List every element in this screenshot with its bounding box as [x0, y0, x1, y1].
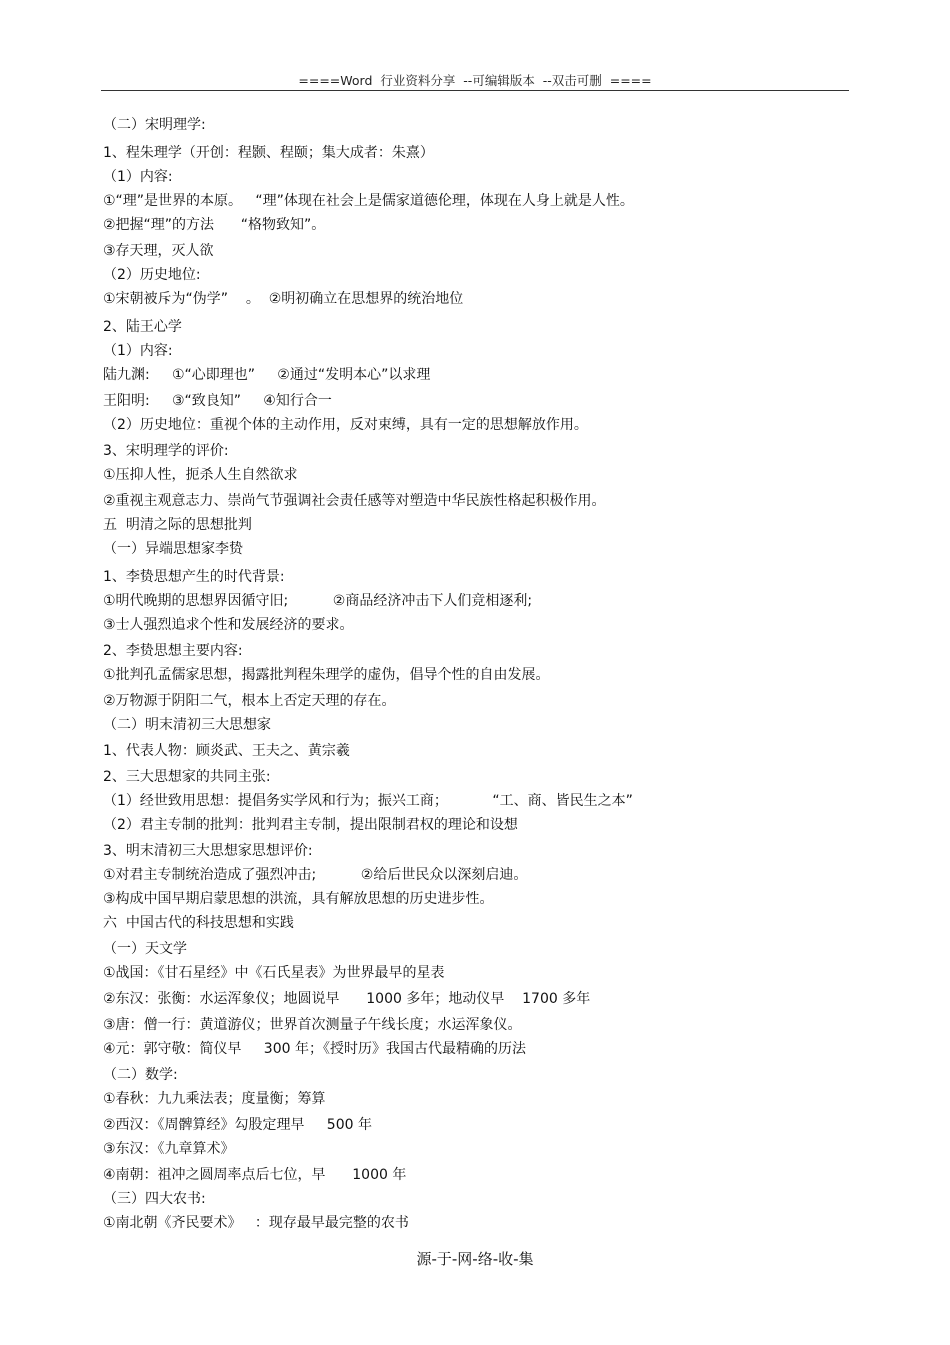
- text-line: 陆九渊: ①“心即理也” ②通过“发明本心”以求理: [103, 367, 431, 383]
- text-line: ①批判孔孟儒家思想，揭露批判程朱理学的虚伪，倡导个性的自由发展。: [103, 667, 550, 683]
- text-line: ①明代晚期的思想界因循守旧; ②商品经济冲击下人们竞相逐利;: [103, 593, 533, 609]
- text-line: （2）历史地位:: [103, 267, 201, 283]
- text-line: ③唐：僧一行：黄道游仪；世界首次测量子午线长度；水运浑象仪。: [103, 1017, 522, 1033]
- text-line: （二）明末清初三大思想家: [103, 717, 271, 733]
- text-line: ①压抑人性，扼杀人生自然欲求: [103, 467, 298, 483]
- text-line: （1）内容:: [103, 343, 173, 359]
- text-line: ①宋朝被斥为“伪学” 。 ②明初确立在思想界的统治地位: [103, 291, 464, 307]
- text-line: 五 明清之际的思想批判: [103, 517, 252, 533]
- header-rule: [101, 90, 849, 91]
- text-line: ①对君主专制统治造成了强烈冲击; ②给后世民众以深刻启迪。: [103, 867, 528, 883]
- text-line: 2、三大思想家的共同主张:: [103, 769, 271, 785]
- text-line: ②重视主观意志力、崇尚气节强调社会责任感等对塑造中华民族性格起积极作用。: [103, 493, 606, 509]
- text-line: 王阳明: ③“致良知” ④知行合一: [103, 393, 332, 409]
- text-line: （1）经世致用思想：提倡务实学风和行为；振兴工商； “工、商、皆民生之本”: [103, 793, 633, 809]
- text-line: ②西汉：《周髀算经》勾股定理早 500 年: [103, 1117, 372, 1133]
- text-line: ②万物源于阴阳二气，根本上否定天理的存在。: [103, 693, 396, 709]
- text-line: 1、李贽思想产生的时代背景:: [103, 569, 285, 585]
- text-line: ①“理”是世界的本原。 “理”体现在社会上是儒家道德伦理，体现在人身上就是人性。: [103, 193, 634, 209]
- text-line: （一）异端思想家李贽: [103, 541, 243, 557]
- text-line: ①春秋：九九乘法表；度量衡；筹算: [103, 1091, 326, 1107]
- text-line: 3、宋明理学的评价:: [103, 443, 229, 459]
- text-line: ③构成中国早期启蒙思想的洪流，具有解放思想的历史进步性。: [103, 891, 494, 907]
- text-line: （1）内容:: [103, 169, 173, 185]
- text-line: （二）数学:: [103, 1067, 178, 1083]
- text-line: 2、陆王心学: [103, 319, 182, 335]
- text-line: （二）宋明理学:: [103, 117, 206, 133]
- text-line: 3、明末清初三大思想家思想评价:: [103, 843, 313, 859]
- text-line: 1、代表人物：顾炎武、王夫之、黄宗羲: [103, 743, 350, 759]
- text-line: （2）历史地位：重视个体的主动作用，反对束缚，具有一定的思想解放作用。: [103, 417, 588, 433]
- text-line: ②东汉：张衡：水运浑象仪；地圆说早 1000 多年；地动仪早 1700 多年: [103, 991, 591, 1007]
- text-line: ④元：郭守敬：简仪早 300 年；《授时历》我国古代最精确的历法: [103, 1041, 526, 1057]
- text-line: 2、李贽思想主要内容:: [103, 643, 243, 659]
- text-line: 六 中国古代的科技思想和实践: [103, 915, 294, 931]
- text-line: 1、程朱理学（开创：程颢、程颐；集大成者：朱熹）: [103, 145, 434, 161]
- text-line: （三）四大农书:: [103, 1191, 206, 1207]
- text-line: （一）天文学: [103, 941, 187, 957]
- text-line: ①南北朝《齐民要术》 ：现存最早最完整的农书: [103, 1215, 409, 1231]
- text-line: ①战国：《甘石星经》中《石氏星表》为世界最早的星表: [103, 965, 445, 981]
- page-footer: 源-于-网-络-收-集: [416, 1250, 534, 1268]
- text-line: ④南朝：祖冲之圆周率点后七位，早 1000 年: [103, 1167, 407, 1183]
- page-header: ====Word 行业资料分享 --可编辑版本 --双击可删 ====: [298, 73, 652, 88]
- text-line: （2）君主专制的批判：批判君主专制，提出限制君权的理论和设想: [103, 817, 518, 833]
- text-line: ③士人强烈追求个性和发展经济的要求。: [103, 617, 354, 633]
- text-line: ③存天理，灭人欲: [103, 243, 214, 259]
- text-line: ③东汉：《九章算术》: [103, 1141, 235, 1157]
- text-line: ②把握“理”的方法 “格物致知”。: [103, 217, 326, 233]
